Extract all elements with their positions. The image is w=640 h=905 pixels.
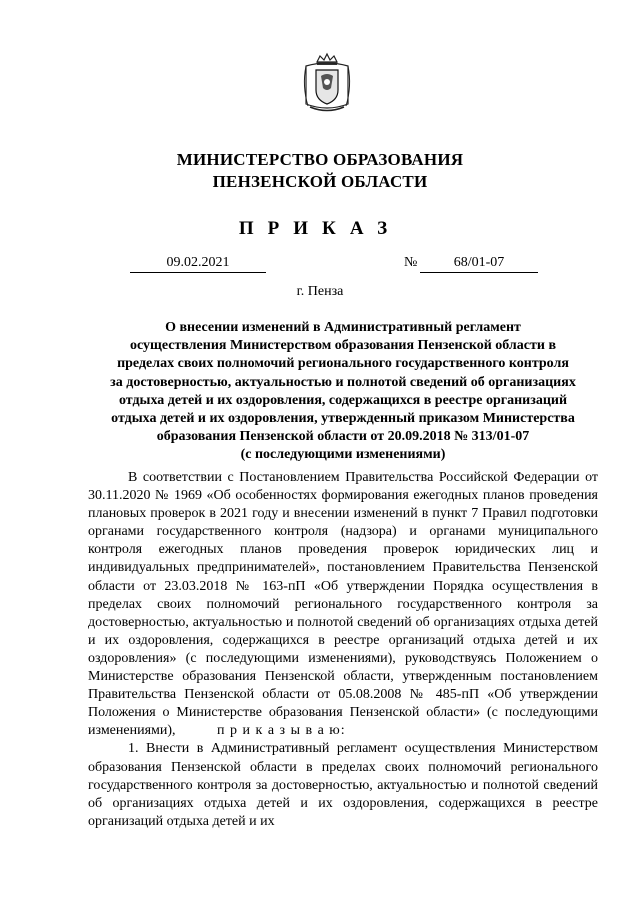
number-sign: № [404, 255, 418, 270]
title-line: отдыха детей и их оздоровления, содержащихся в реестре организаций [118, 392, 568, 408]
order-date: 09.02.2021 [130, 255, 266, 273]
title-line: пределах своих полномочий регионального государственного контроля [117, 356, 569, 372]
title-line: образования Пензенской области от 20.09.2018 № 313/01-07 [156, 429, 530, 445]
title-line: О внесении изменений в Административный регламент [165, 320, 521, 335]
city-name: г. Пенза [296, 284, 344, 299]
preamble-text: В соответствии с Постановлением Правительства Российской Федерации от 30.11.2020 № 1969 «Об особенностях формирования ежегодных планов проведения плановых проверок в 2021 году и внесении изменений в пункт 7 Правил подготовки органами государственного контроля (надзора) и органами муниципального контроля ежегодных планов проведения проверок юридических лиц и индивидуальных предпринимателей», постановлением Правительства Пензенской области от 23.03.2018 № 163-пП «Об утверждении Порядка осуществления в пределах своих полномочий регионального государственного контроля за достоверностью, актуальностью и полнотой сведений об организациях отдыха детей и их оздоровления, содержащихся в реестре организаций отдыха детей и их оздоровления» (с последующими изменениями), руководствуясь Положением о Министерстве образования Пензенской области, утвержденным постановлением Правительства Пензенской области от 05.08.2008 № 485-пП «Об утверждении Положения о Министерстве образования Пензенской области» (с последующими изменениями), [88, 470, 598, 739]
order-word: п р и к а з ы в а ю: [217, 723, 346, 739]
order-number: 68/01-07 [420, 255, 538, 273]
title-line: отдыха детей и их оздоровления, утвержденный приказом Министерства [111, 411, 575, 427]
order-body [88, 469, 598, 831]
clause-1-paragraph [88, 740, 598, 830]
title-line: за достоверностью, актуальностью и полнотой сведений об организациях [110, 374, 576, 390]
ministry-name-line-1: МИНИСТЕРСТВО ОБРАЗОВАНИЯ [176, 150, 464, 169]
ministry-name-line-2: ПЕНЗЕНСКОЙ ОБЛАСТИ [212, 172, 428, 191]
clause-1-text: 1. Внести в Административный регламент осуществления Министерством образования Пензенской области в пределах своих полномочий регионального государственного контроля за достоверностью, актуальностью и полнотой сведений об организациях отдыха детей и их оздоровления, содержащихся в реестре организаций отдыха детей и их [88, 741, 598, 829]
order-title [88, 319, 598, 465]
title-line: (с последующими изменениями) [240, 447, 446, 463]
title-line: осуществления Министерством образования Пензенской области в [129, 338, 556, 354]
document-type-heading: ПРИКАЗ [238, 218, 402, 239]
coat-of-arms-icon [300, 52, 354, 114]
preamble-paragraph [88, 469, 598, 740]
